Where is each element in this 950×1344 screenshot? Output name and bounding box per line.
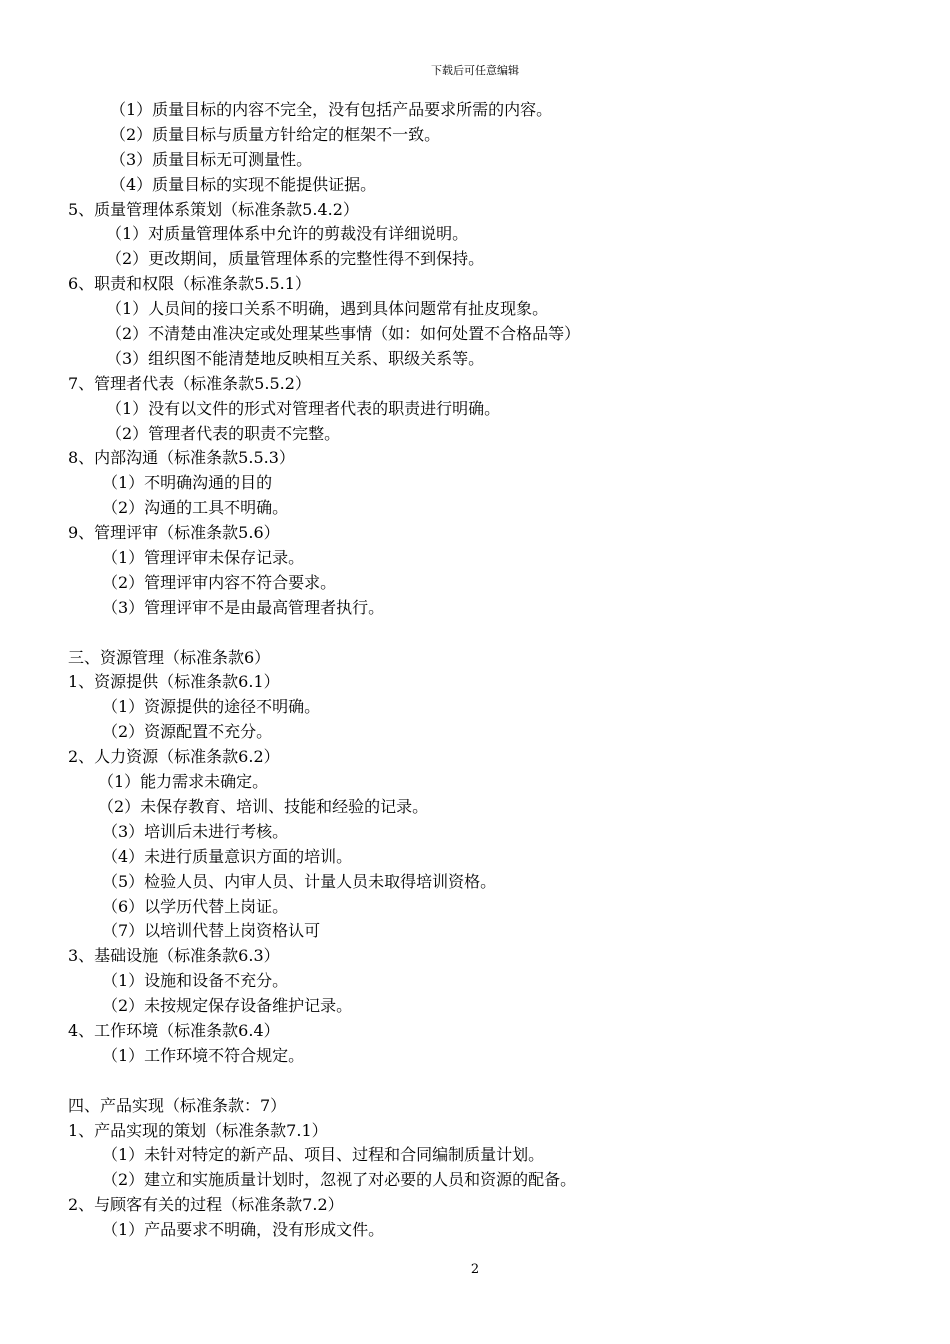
list-item: （1）人员间的接口关系不明确，遇到具体问题常有扯皮现象。 xyxy=(106,299,549,319)
section-heading: 3、基础设施（标准条款6.3） xyxy=(68,946,280,966)
list-item: （2）建立和实施质量计划时，忽视了对必要的人员和资源的配备。 xyxy=(102,1170,577,1190)
list-item: （3）质量目标无可测量性。 xyxy=(110,149,313,169)
section-heading: 1、产品实现的策划（标准条款7.1） xyxy=(68,1120,328,1140)
section-heading: 4、工作环境（标准条款6.4） xyxy=(68,1020,280,1040)
list-item: （6）以学历代替上岗证。 xyxy=(102,896,289,916)
section-heading: 9、管理评审（标准条款5.6） xyxy=(68,523,280,543)
list-item: （2）管理评审内容不符合要求。 xyxy=(102,572,337,592)
list-item: （3）培训后未进行考核。 xyxy=(102,821,289,841)
document-body xyxy=(0,98,950,1243)
spacer xyxy=(0,621,950,646)
list-item: （2）未按规定保存设备维护记录。 xyxy=(102,996,353,1016)
list-item: （1）质量目标的内容不完全，没有包括产品要求所需的内容。 xyxy=(110,100,553,119)
list-item: （1）对质量管理体系中允许的剪裁没有详细说明。 xyxy=(106,224,469,244)
list-item: （1）产品要求不明确，没有形成文件。 xyxy=(102,1220,385,1240)
section-heading: 8、内部沟通（标准条款5.5.3） xyxy=(68,448,295,468)
list-item: （4）未进行质量意识方面的培训。 xyxy=(102,846,353,866)
list-item: （3）组织图不能清楚地反映相互关系、职级关系等。 xyxy=(106,348,485,368)
list-item: （2）质量目标与质量方针给定的框架不一致。 xyxy=(110,124,441,144)
list-item: （1）管理评审未保存记录。 xyxy=(102,548,305,568)
list-item: （3）管理评审不是由最高管理者执行。 xyxy=(102,597,385,617)
list-item: （2）管理者代表的职责不完整。 xyxy=(106,423,341,443)
list-item: （2）沟通的工具不明确。 xyxy=(102,498,289,518)
list-item: （1）资源提供的途径不明确。 xyxy=(102,697,321,717)
list-item: （2）资源配置不充分。 xyxy=(102,722,273,742)
section-heading: 6、职责和权限（标准条款5.5.1） xyxy=(68,274,311,294)
chapter-heading: 三、资源管理（标准条款6） xyxy=(68,647,271,667)
list-item: （5）检验人员、内审人员、计量人员未取得培训资格。 xyxy=(102,871,497,891)
section-heading: 2、与顾客有关的过程（标准条款7.2） xyxy=(68,1195,344,1215)
section-heading: 2、人力资源（标准条款6.2） xyxy=(68,747,280,767)
spacer xyxy=(0,1069,950,1094)
list-item: （2）不清楚由准决定或处理某些事情（如：如何处置不合格品等） xyxy=(106,324,581,344)
chapter-heading: 四、产品实现（标准条款：7） xyxy=(68,1095,287,1115)
list-item: （1）未针对特定的新产品、项目、过程和合同编制质量计划。 xyxy=(102,1145,545,1165)
list-item: （2）更改期间，质量管理体系的完整性得不到保持。 xyxy=(106,249,485,269)
page-number: 2 xyxy=(470,1262,480,1277)
list-item: （1）设施和设备不充分。 xyxy=(102,971,289,991)
list-item: （1）没有以文件的形式对管理者代表的职责进行明确。 xyxy=(106,398,501,418)
section-heading: 7、管理者代表（标准条款5.5.2） xyxy=(68,373,311,393)
page-header: 下载后可任意编辑 xyxy=(431,64,519,77)
list-item: （1）不明确沟通的目的 xyxy=(102,473,273,493)
list-item: （7）以培训代替上岗资格认可 xyxy=(102,921,321,941)
list-item: （4）质量目标的实现不能提供证据。 xyxy=(110,174,377,194)
list-item: （1）能力需求未确定。 xyxy=(98,772,269,792)
list-item: （1）工作环境不符合规定。 xyxy=(102,1045,305,1065)
list-item: （2）未保存教育、培训、技能和经验的记录。 xyxy=(98,796,429,816)
section-heading: 1、资源提供（标准条款6.1） xyxy=(68,672,280,692)
section-heading: 5、质量管理体系策划（标准条款5.4.2） xyxy=(68,199,359,219)
